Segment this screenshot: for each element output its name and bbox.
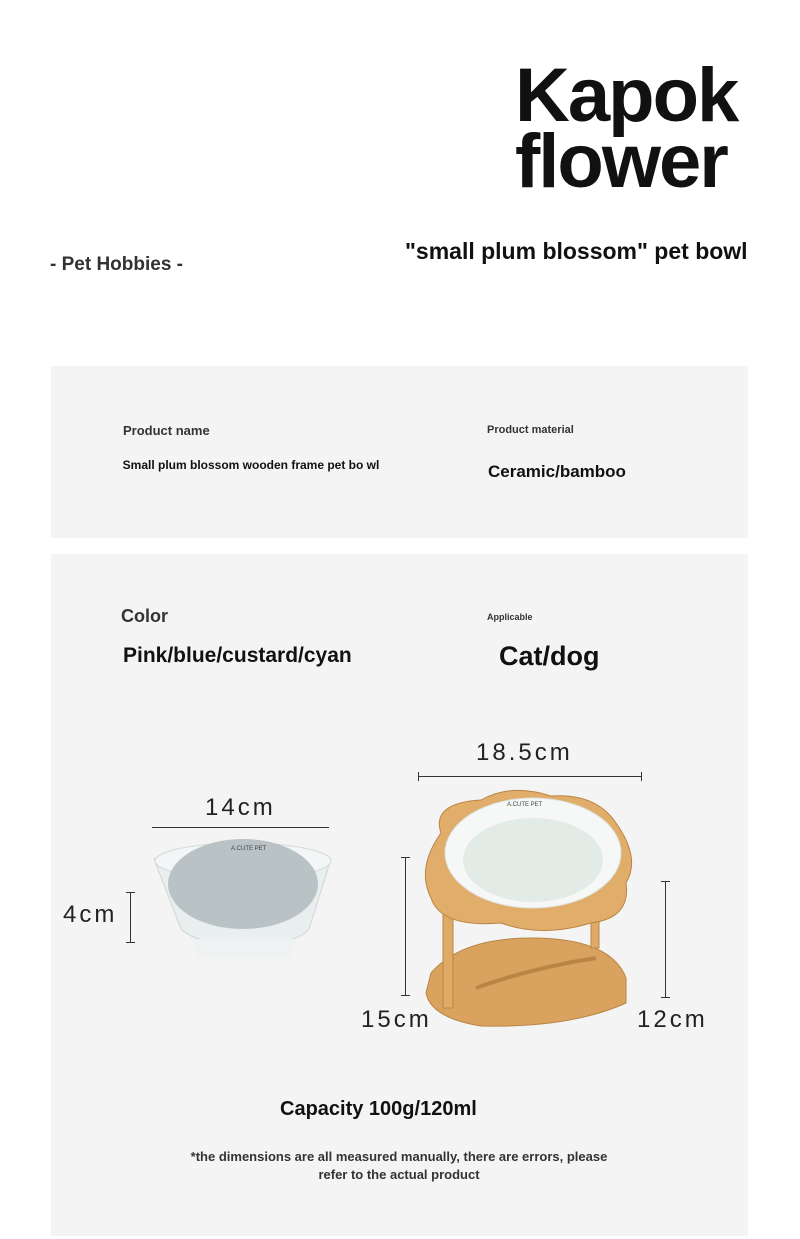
- spec-panel-2: [51, 554, 748, 1236]
- bowl-print-text: A.CUTE PET: [231, 846, 267, 852]
- product-name-value: Small plum blossom wooden frame pet bo wl: [122, 458, 380, 472]
- bowl-height-label: 4cm: [63, 901, 118, 928]
- stand-front-height-line: [405, 857, 406, 995]
- product-subtitle: "small plum blossom" pet bowl: [405, 238, 748, 264]
- bowl-width-line: [152, 827, 329, 828]
- applicable-label: Applicable: [487, 612, 533, 622]
- stand-back-height-label: 12cm: [637, 1006, 708, 1033]
- product-name-label: Product name: [123, 423, 210, 438]
- applicable-value: Cat/dog: [499, 641, 600, 671]
- bowl-width-label: 14cm: [205, 794, 276, 821]
- spec-panel-1: [51, 366, 748, 538]
- brand-logo-line1: Kapok: [515, 53, 738, 138]
- color-label: Color: [121, 606, 168, 626]
- material-value: Ceramic/bamboo: [488, 462, 626, 481]
- stand-back-height-line: [665, 881, 666, 997]
- disclaimer-text: *the dimensions are all measured manually, there are errors, please refer to the actual product: [190, 1149, 608, 1182]
- stand-width-line: [418, 776, 641, 777]
- brand-logo-line2: flower: [515, 119, 727, 204]
- color-value: Pink/blue/custard/cyan: [123, 644, 352, 667]
- capacity-text: Capacity 100g/120ml: [280, 1098, 477, 1120]
- material-label: Product material: [487, 424, 574, 436]
- bowl-height-line: [130, 892, 131, 942]
- bamboo-stand-image: [421, 788, 641, 1038]
- stand-width-label: 18.5cm: [476, 739, 573, 766]
- stand-bowl-print-text: A.CUTE PET: [507, 802, 543, 808]
- tagline: - Pet Hobbies -: [50, 254, 184, 275]
- ceramic-bowl-image: [151, 839, 336, 964]
- stand-front-height-label: 15cm: [361, 1006, 432, 1033]
